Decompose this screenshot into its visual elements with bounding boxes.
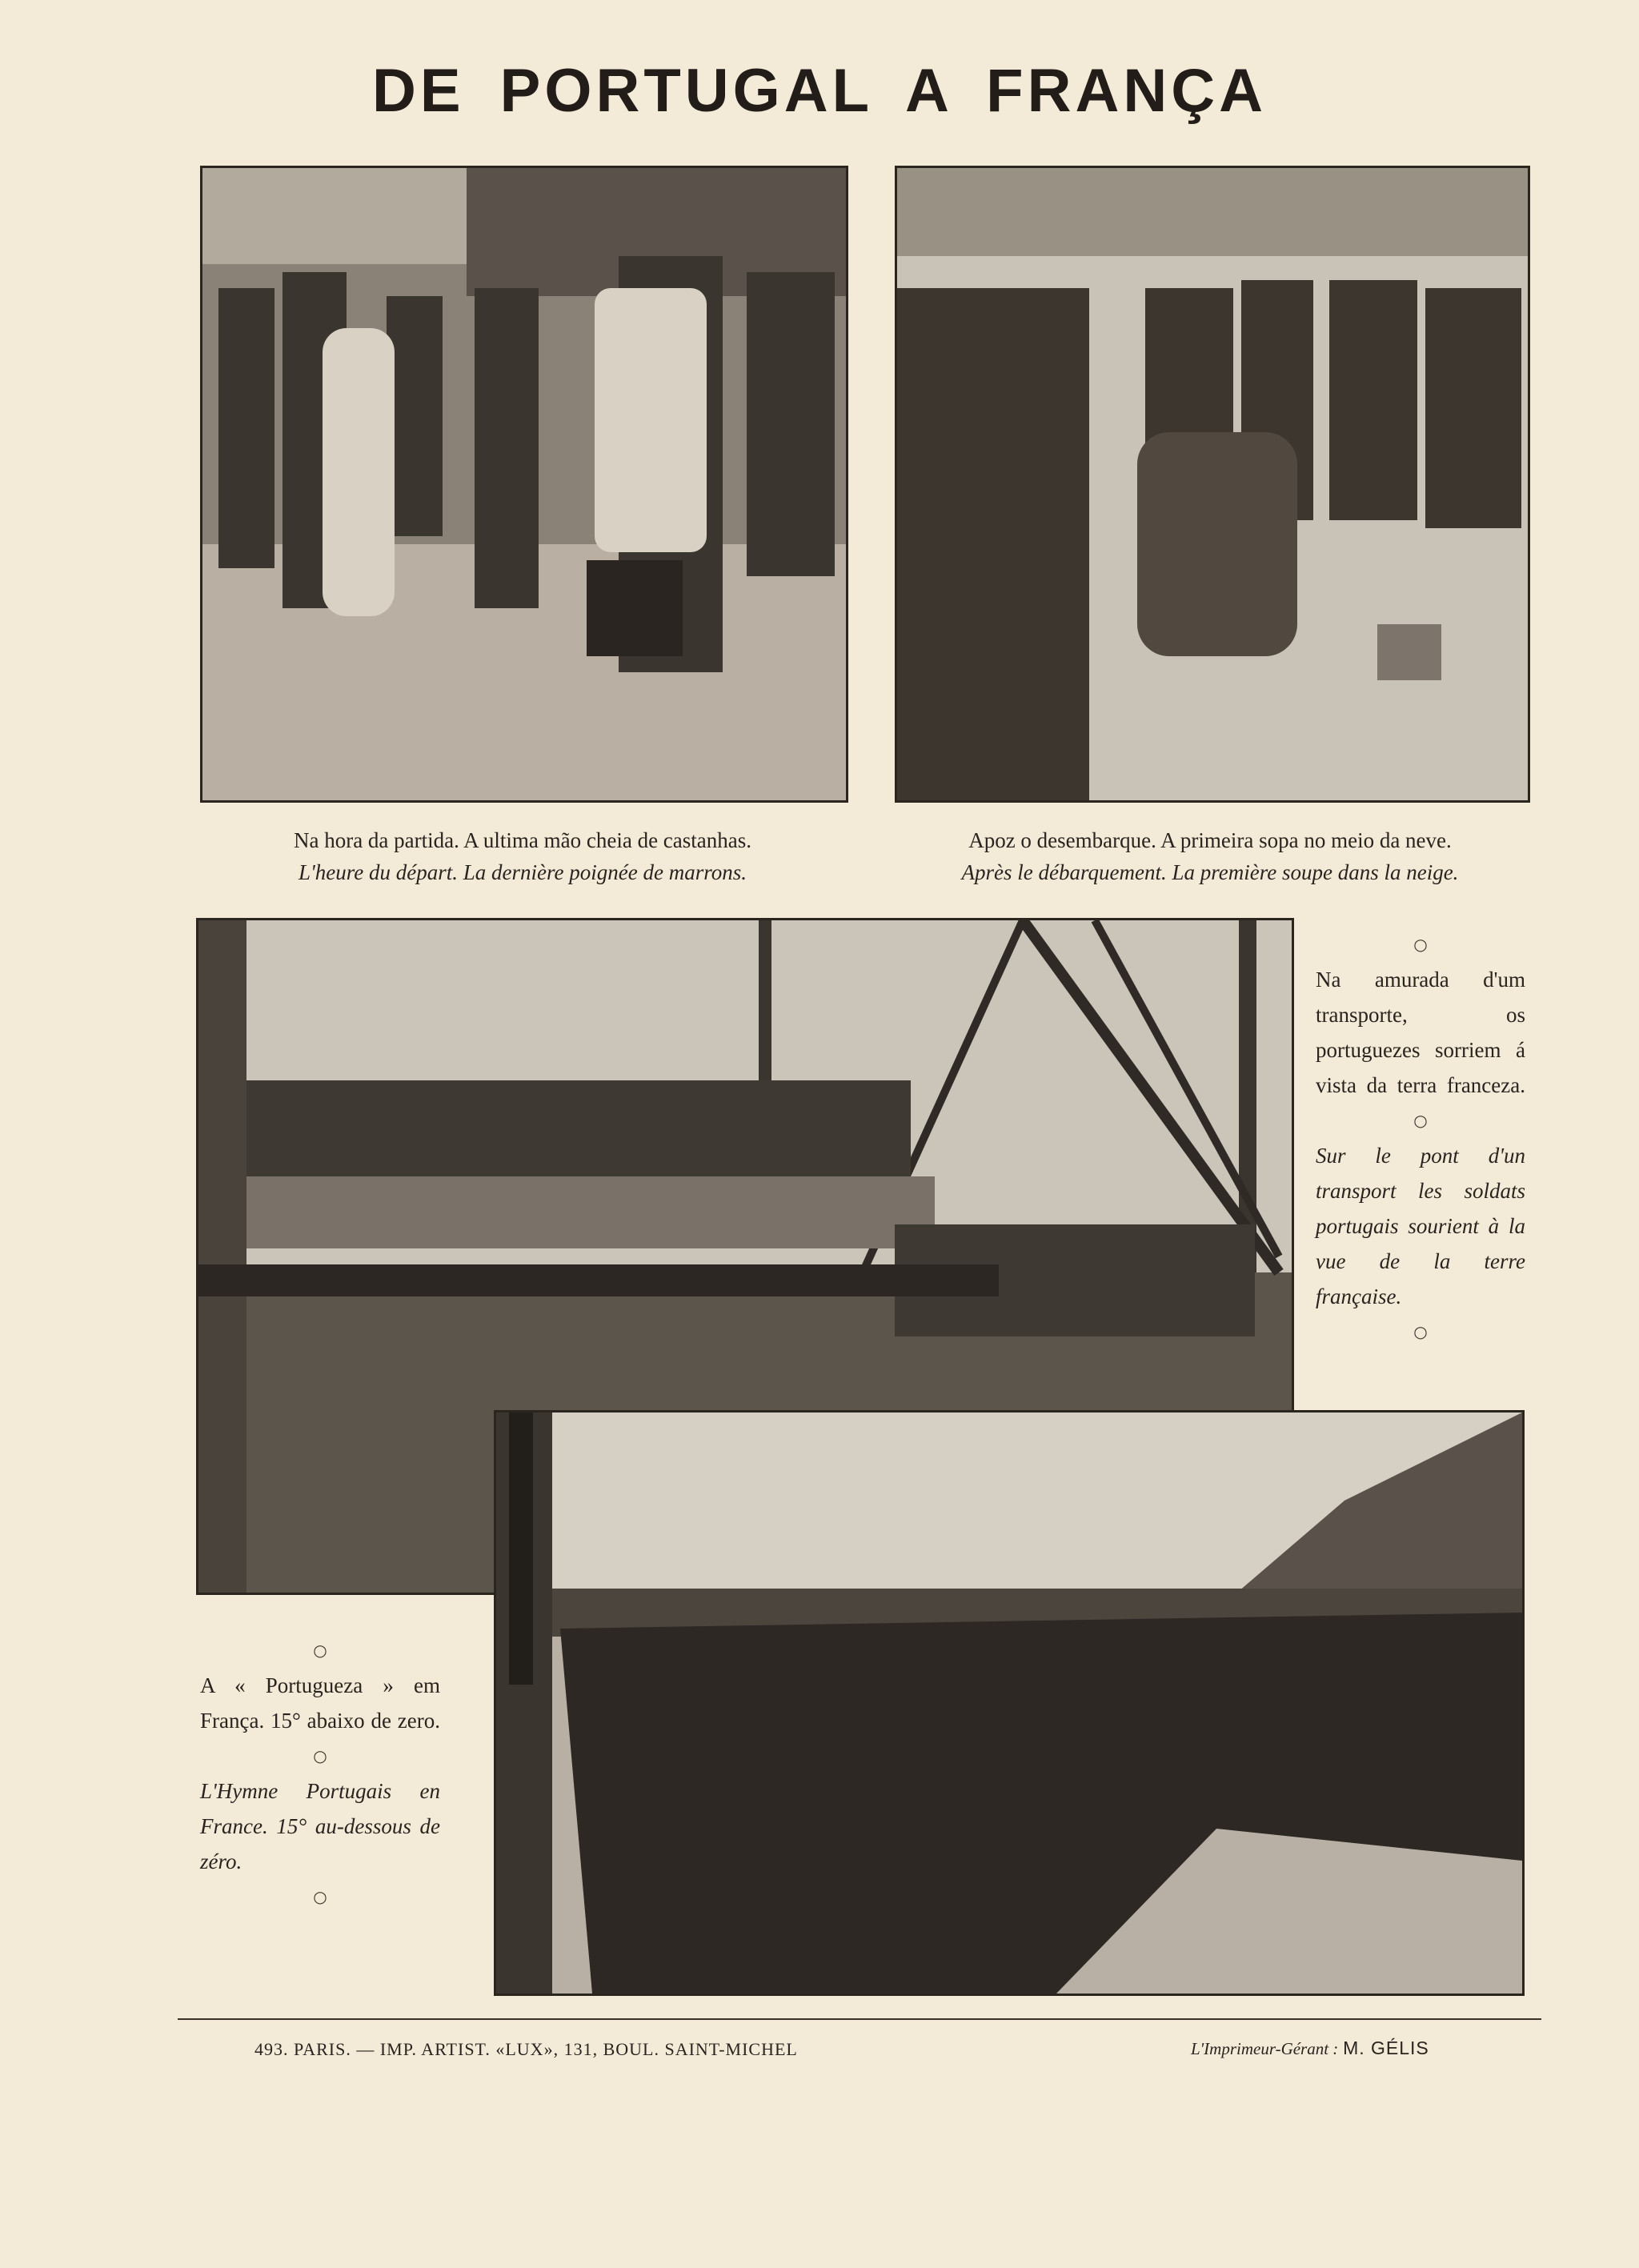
footer-gerant-name: M. GÉLIS bbox=[1343, 2038, 1429, 2058]
footer-imprint: 493. PARIS. — IMP. ARTIST. «LUX», 131, BOUL. SAINT-MICHEL bbox=[254, 2039, 798, 2059]
caption-first-soup-fr: Après le débarquement. La première soupe dans la neige. bbox=[961, 860, 1459, 884]
footer-gerant bbox=[1191, 2038, 1429, 2059]
caption-first-soup bbox=[879, 824, 1541, 888]
ornament: ○ bbox=[313, 1641, 327, 1660]
caption-departure-pt: Na hora da partida. A ultima mão cheia de castanhas. bbox=[293, 828, 752, 852]
ornament: ○ bbox=[313, 1887, 327, 1906]
caption-departure bbox=[184, 824, 861, 888]
caption-departure-fr: L'heure du départ. La dernière poignée de marrons. bbox=[299, 860, 747, 884]
photo-first-soup bbox=[895, 166, 1530, 803]
photo-portuguese-anthem bbox=[494, 1410, 1525, 1996]
footer-rule bbox=[178, 2018, 1541, 2020]
page-title: DE PORTUGAL A FRANÇA bbox=[371, 57, 1268, 125]
caption-anthem-fr: L'Hymne Portugais en France. 15° au-dessous de zéro. bbox=[200, 1779, 440, 1873]
caption-first-soup-pt: Apoz o desembarque. A primeira sopa no meio da neve. bbox=[968, 828, 1452, 852]
footer-gerant-label: L'Imprimeur-Gérant : bbox=[1191, 2039, 1339, 2058]
caption-ship-fr: Sur le pont d'un transport les soldats portugais sourient à la vue de la terre française. bbox=[1316, 1144, 1525, 1308]
ornament: ○ bbox=[313, 1746, 327, 1765]
ornament: ○ bbox=[1413, 935, 1428, 954]
caption-ship-pt: Na amurada d'um transporte, os portuguezes sorriem á vista da terra franceza. bbox=[1316, 968, 1525, 1097]
ornament: ○ bbox=[1413, 1111, 1428, 1130]
caption-ship-transport bbox=[1316, 927, 1525, 1349]
photo-departure bbox=[200, 166, 848, 803]
ornament: ○ bbox=[1413, 1322, 1428, 1341]
caption-anthem-pt: A « Portugueza » em França. 15° abaixo de zero. bbox=[200, 1673, 440, 1733]
caption-portuguese-anthem bbox=[200, 1633, 440, 1914]
